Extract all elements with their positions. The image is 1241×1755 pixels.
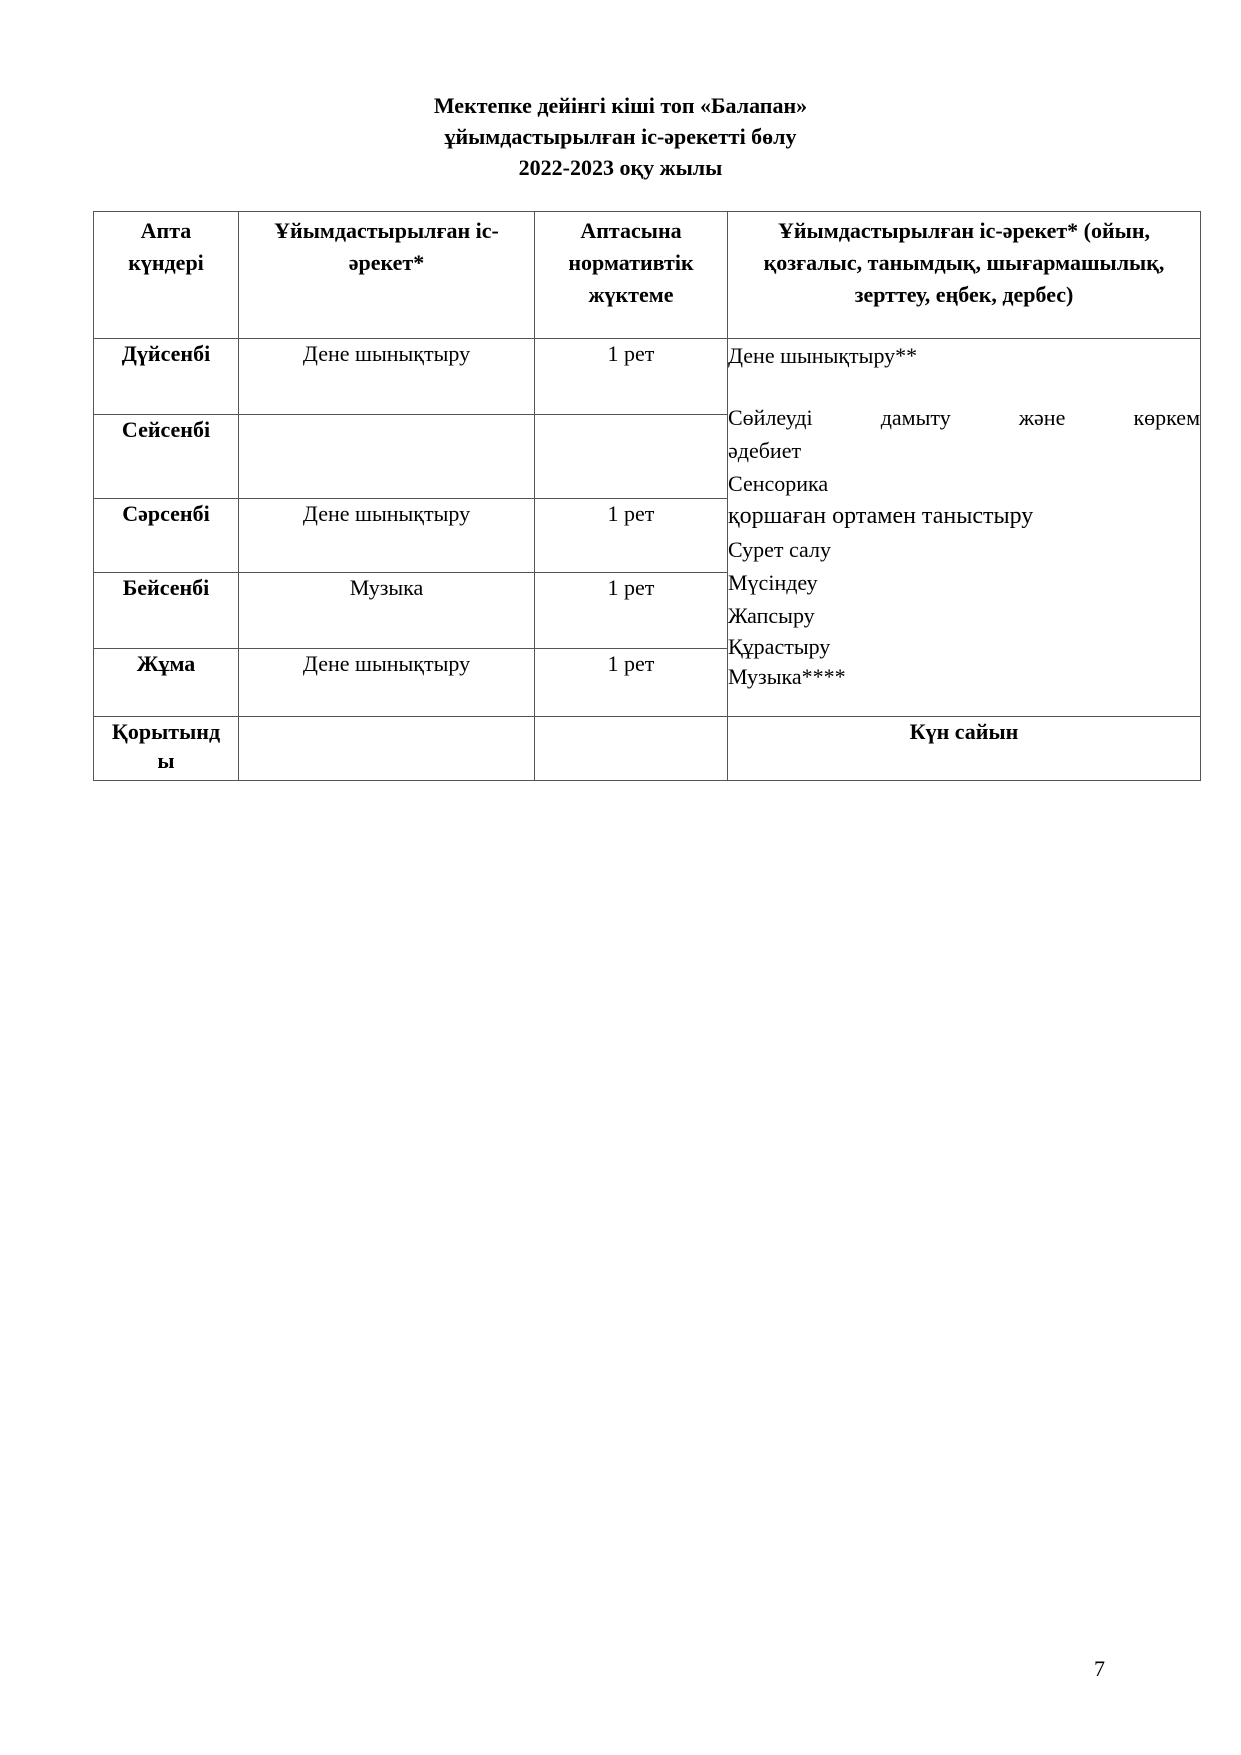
list-item: Жапсыру [728,603,815,628]
list-item: қоршаған ортамен таныстыру [728,503,1034,529]
activity-list-cell [728,339,1201,717]
day-cell: Сәрсенбі [94,499,239,573]
activity-cell: Музыка [239,573,535,649]
title-line-3: 2022-2023 оқу жылы [518,155,723,180]
load-cell: 1 рет [535,649,728,717]
load-cell: 1 рет [535,339,728,415]
load-cell: 1 рет [535,573,728,649]
title-line-1: Мектепке дейінгі кіші топ «Балапан» [433,93,808,118]
schedule-table [93,211,1201,781]
header-activity: Ұйымдастырылған іс-әрекет* [239,212,535,339]
total-right-cell: Күн сайын [728,717,1201,781]
document-title [0,90,1241,183]
header-types: Ұйымдастырылған іс-әрекет* (ойын, қозғалыс, танымдық, шығармашылық, зерттеу, еңбек, дербес) [728,212,1201,339]
header-load: Аптасына нормативтік жүктеме [535,212,728,339]
day-cell: Сейсенбі [94,415,239,499]
activity-cell: Дене шынықтыру [239,649,535,717]
list-item: Мүсіндеу [728,570,818,595]
day-cell: Дүйсенбі [94,339,239,415]
page-number: 7 [1094,1656,1105,1681]
day-cell: Жұма [94,649,239,717]
day-cell: Бейсенбі [94,573,239,649]
activity-cell: Дене шынықтыру [239,339,535,415]
total-label-cell: Қорытынды [94,717,239,781]
total-row [94,717,1201,781]
list-item: Сурет салу [728,537,831,562]
list-item: Музыка**** [728,664,846,689]
load-cell [535,415,728,499]
load-cell: 1 рет [535,499,728,573]
activity-cell: Дене шынықтыру [239,499,535,573]
list-item: әдебиет [728,438,802,463]
header-days: Апта күндері [94,212,239,339]
list-item: Дене шынықтыру** [728,343,918,368]
list-item: Құрастыру [728,634,831,659]
table-header-row [94,212,1201,339]
list-item: Сенсорика [728,471,829,496]
activity-cell [239,415,535,499]
table-row [94,339,1201,415]
list-item: Сөйлеуді дамыту және көркем [728,405,1200,430]
total-load-cell [535,717,728,781]
total-activity-cell [239,717,535,781]
title-line-2: ұйымдастырылған іс-әрекетті бөлу [444,124,797,149]
